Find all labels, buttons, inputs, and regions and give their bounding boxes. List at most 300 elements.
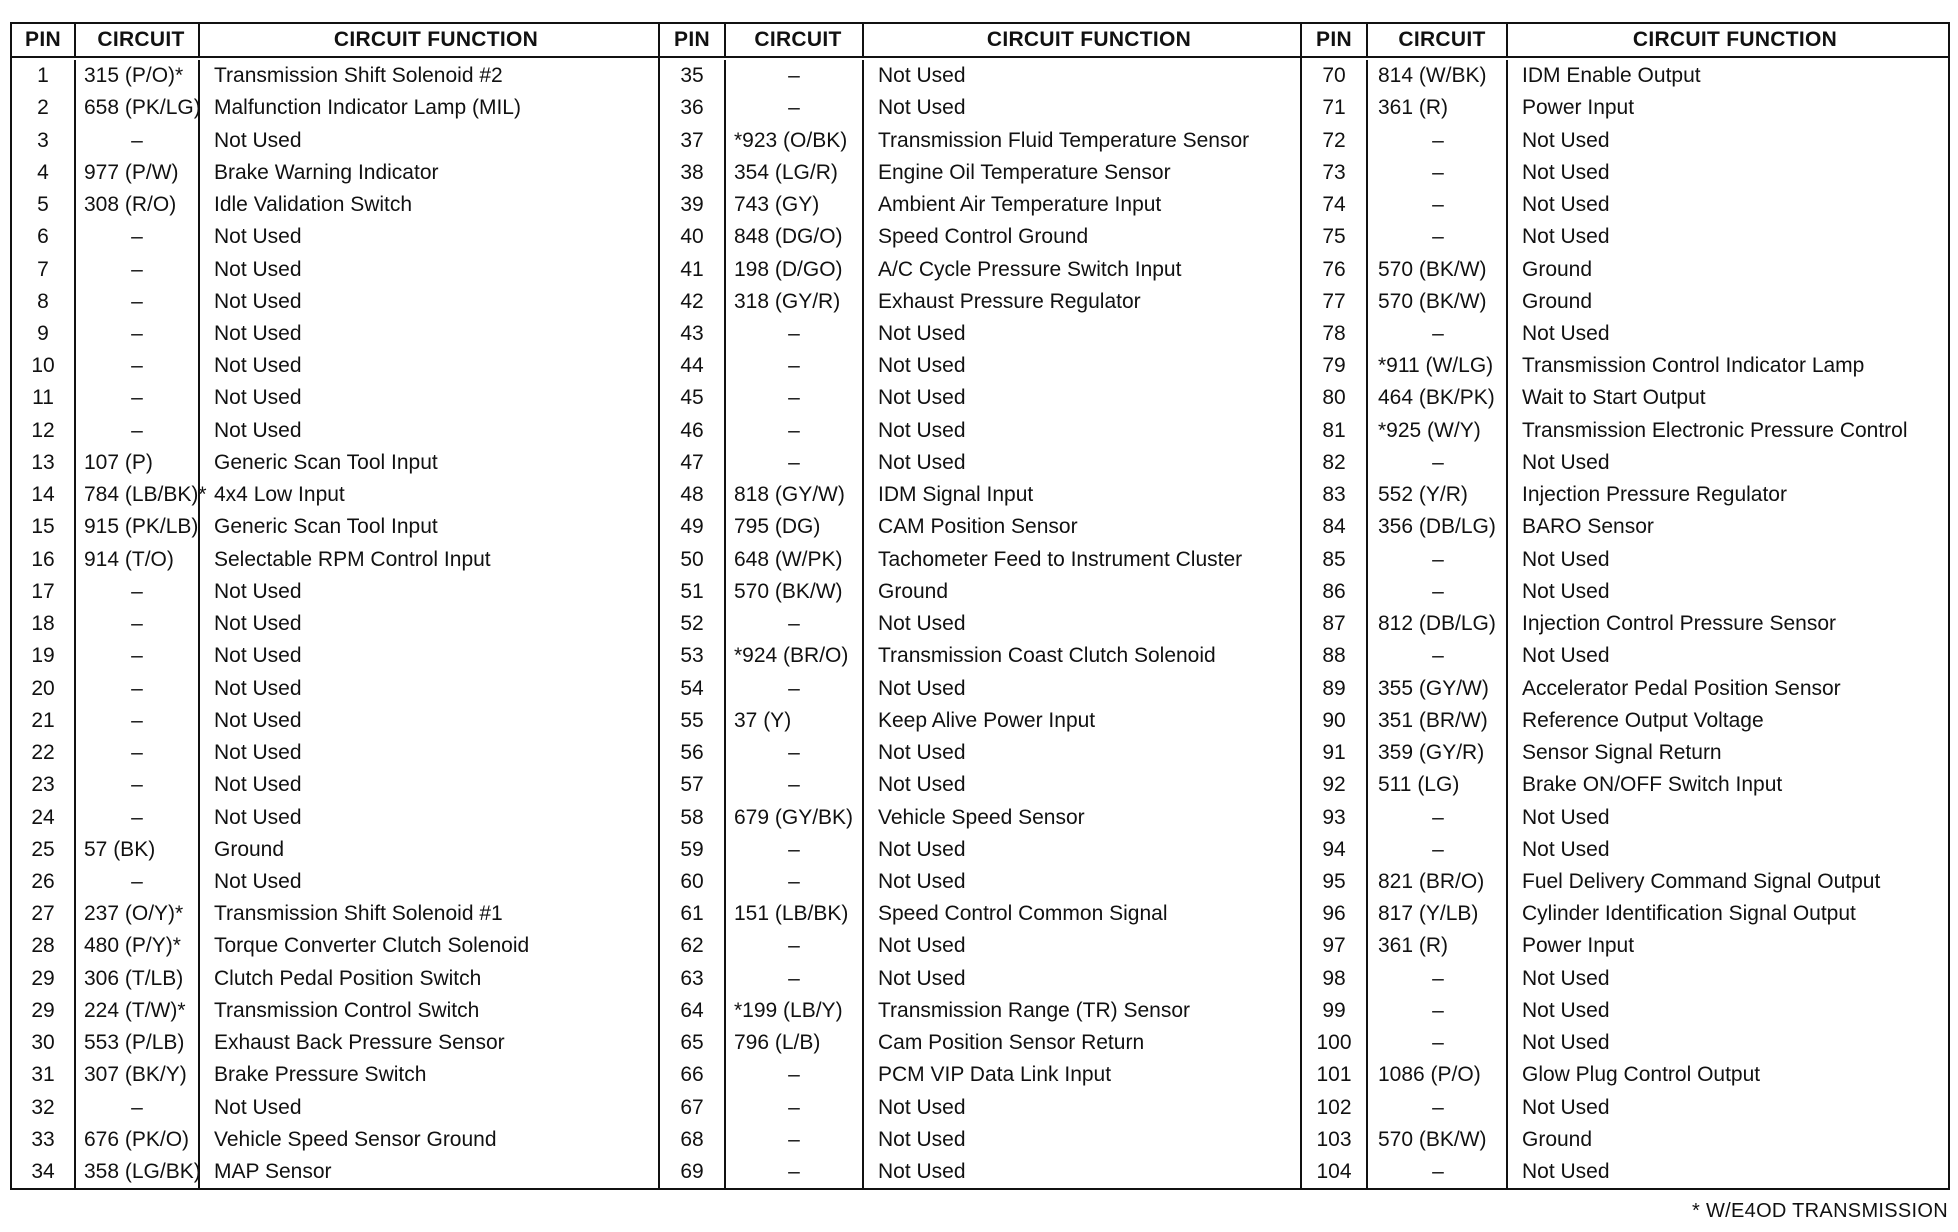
function-cell: Transmission Control Indicator Lamp [1506,350,1948,382]
pin-cell: 85 [1322,547,1346,571]
function-cell: Power Input [1506,930,1948,962]
function-cell: Not Used [198,576,658,608]
pin-cell: 81 [1322,418,1346,442]
pin-cell: 55 [680,708,704,732]
circuit-cell [74,382,198,414]
table-row [1302,479,1948,511]
table-row [660,318,1300,350]
circuit-value: – [131,225,143,249]
function-cell: Reference Output Voltage [1506,705,1948,737]
function-cell: Not Used [862,447,1300,479]
circuit-cell [1366,866,1506,898]
function-cell: Transmission Shift Solenoid #1 [198,898,658,930]
circuit-value: 676 (PK/O) [84,1127,190,1151]
table-row [12,511,658,543]
circuit-cell [724,544,862,576]
circuit-cell [724,898,862,930]
circuit-value: – [788,1095,800,1119]
table-block-1 [12,24,658,1188]
function-cell: Generic Scan Tool Input [198,511,658,543]
header-function: CIRCUIT FUNCTION [198,24,658,56]
function-cell: Engine Oil Temperature Sensor [862,157,1300,189]
circuit-value: 356 (DB/LG) [1378,515,1496,539]
function-cell: Brake Pressure Switch [198,1059,658,1091]
circuit-value: 315 (P/O)* [84,64,184,88]
pin-cell: 5 [37,193,49,217]
function-cell: Not Used [198,221,658,253]
function-cell: IDM Signal Input [862,479,1300,511]
circuit-cell [1366,995,1506,1027]
circuit-value: – [788,354,800,378]
function-cell: Injection Pressure Regulator [1506,479,1948,511]
circuit-cell [724,801,862,833]
table-row [1302,995,1948,1027]
circuit-value: – [131,386,143,410]
table-row [660,801,1300,833]
table-row [12,866,658,898]
pin-cell: 67 [680,1095,704,1119]
pin-cell: 71 [1322,96,1346,120]
circuit-cell [1366,447,1506,479]
table-row [660,672,1300,704]
function-cell: Not Used [862,415,1300,447]
table-row [12,769,658,801]
circuit-value: – [1432,644,1444,668]
circuit-cell [74,737,198,769]
circuit-cell [74,92,201,124]
circuit-cell [724,221,862,253]
pin-cell: 54 [680,676,704,700]
circuit-value: *911 (W/LG) [1378,354,1494,378]
function-cell: Not Used [1506,801,1948,833]
circuit-value: – [1432,579,1444,603]
circuit-value: – [131,128,143,152]
circuit-cell [724,995,862,1027]
table-row [12,1092,658,1124]
pin-cell: 2 [37,96,49,120]
function-cell: Vehicle Speed Sensor [862,801,1300,833]
function-cell: Not Used [862,608,1300,640]
circuit-cell [74,1027,198,1059]
circuit-value: 361 (R) [1378,934,1449,958]
pin-cell: 70 [1322,64,1346,88]
function-cell: Not Used [1506,640,1948,672]
function-cell: Not Used [198,1092,658,1124]
table-row [12,350,658,382]
circuit-value: – [788,450,800,474]
pin-cell: 20 [31,676,55,700]
circuit-cell [724,608,862,640]
header-circuit: CIRCUIT [724,24,862,56]
circuit-cell [724,253,862,285]
function-cell: Clutch Pedal Position Switch [198,963,658,995]
table-row [660,544,1300,576]
pin-cell: 50 [680,547,704,571]
table-row [12,92,658,124]
function-cell: Wait to Start Output [1506,382,1948,414]
table-row [1302,286,1948,318]
function-cell: Accelerator Pedal Position Sensor [1506,672,1948,704]
pin-cell: 40 [680,225,704,249]
function-cell: Not Used [862,930,1300,962]
circuit-cell [74,221,198,253]
circuit-cell [74,769,198,801]
table-row [1302,382,1948,414]
function-cell: Not Used [1506,963,1948,995]
circuit-cell [1366,898,1506,930]
table-row [12,1156,658,1188]
circuit-cell [1366,834,1506,866]
function-cell: Not Used [198,253,658,285]
circuit-cell [1366,350,1506,382]
pin-cell: 24 [31,805,55,829]
pin-cell: 1 [37,64,49,88]
pin-cell: 28 [31,934,55,958]
circuit-value: – [788,934,800,958]
circuit-value: 1086 (P/O) [1378,1063,1481,1087]
pin-cell: 32 [31,1095,55,1119]
circuit-value: – [131,869,143,893]
table-row [12,576,658,608]
function-cell: Not Used [862,672,1300,704]
function-cell: Torque Converter Clutch Solenoid [198,930,658,962]
pin-cell: 95 [1322,869,1346,893]
circuit-cell [724,189,862,221]
table-row [12,801,658,833]
circuit-cell [1366,1059,1506,1091]
circuit-cell [1366,737,1506,769]
table-row [12,898,658,930]
function-cell: Not Used [198,769,658,801]
pin-cell: 39 [680,193,704,217]
pin-cell: 31 [31,1063,55,1087]
function-cell: Not Used [198,608,658,640]
pin-cell: 10 [31,354,55,378]
circuit-cell [724,511,862,543]
function-cell: Not Used [198,737,658,769]
circuit-cell [74,447,198,479]
table-row [1302,157,1948,189]
circuit-cell [724,930,862,962]
pin-cell: 83 [1322,483,1346,507]
pin-cell: 52 [680,612,704,636]
pin-cell: 27 [31,902,55,926]
table-row [12,1124,658,1156]
circuit-cell [1366,382,1506,414]
function-cell: Ambient Air Temperature Input [862,189,1300,221]
pin-cell: 98 [1322,966,1346,990]
table-row [660,1156,1300,1188]
function-cell: Not Used [862,866,1300,898]
pin-cell: 104 [1316,1160,1352,1184]
table-row [12,286,658,318]
circuit-value: – [1432,837,1444,861]
circuit-cell [74,1124,198,1156]
pin-cell: 59 [680,837,704,861]
function-cell: Sensor Signal Return [1506,737,1948,769]
circuit-cell [1366,801,1506,833]
circuit-cell [724,479,862,511]
circuit-cell [74,1059,198,1091]
pin-cell: 78 [1322,321,1346,345]
circuit-cell [724,866,862,898]
pin-cell: 89 [1322,676,1346,700]
pin-cell: 63 [680,966,704,990]
table-row [1302,898,1948,930]
circuit-cell [74,898,198,930]
circuit-value: – [788,321,800,345]
circuit-value: – [131,321,143,345]
circuit-cell [1366,1156,1506,1188]
table-row [660,1027,1300,1059]
pin-cell: 43 [680,321,704,345]
function-cell: Not Used [1506,834,1948,866]
header-circuit: CIRCUIT [1366,24,1506,56]
table-row [1302,1059,1948,1091]
circuit-cell [1366,157,1506,189]
table-row [12,1027,658,1059]
pin-cell: 66 [680,1063,704,1087]
circuit-cell [724,60,862,92]
function-cell: Speed Control Common Signal [862,898,1300,930]
table-row [1302,737,1948,769]
pin-cell: 21 [31,708,55,732]
circuit-value: – [788,96,800,120]
table-row [660,576,1300,608]
pin-cell: 72 [1322,128,1346,152]
pin-cell: 51 [680,579,704,603]
circuit-cell [724,1027,862,1059]
pin-cell: 23 [31,773,55,797]
function-cell: Transmission Electronic Pressure Control [1506,415,1948,447]
function-cell: Not Used [862,834,1300,866]
circuit-cell [724,705,862,737]
pin-cell: 79 [1322,354,1346,378]
circuit-cell [74,705,198,737]
function-cell: Brake ON/OFF Switch Input [1506,769,1948,801]
rows [1302,58,1948,1188]
table-row [12,930,658,962]
circuit-value: 977 (P/W) [84,160,179,184]
pin-cell: 29 [31,998,55,1022]
function-cell: Cam Position Sensor Return [862,1027,1300,1059]
table-row [660,189,1300,221]
pin-cell: 100 [1316,1031,1352,1055]
circuit-value: – [788,1127,800,1151]
table-row [12,608,658,640]
circuit-value: 814 (W/BK) [1378,64,1487,88]
function-cell: Not Used [862,92,1300,124]
function-cell: IDM Enable Output [1506,60,1948,92]
circuit-value: 198 (D/GO) [734,257,843,281]
table-row [1302,672,1948,704]
pin-cell: 29 [31,966,55,990]
pin-cell: 75 [1322,225,1346,249]
circuit-cell [1366,640,1506,672]
circuit-value: – [131,741,143,765]
pin-cell: 56 [680,741,704,765]
circuit-value: 107 (P) [84,450,153,474]
circuit-cell [74,350,198,382]
pin-cell: 82 [1322,450,1346,474]
pin-cell: 25 [31,837,55,861]
circuit-cell [74,672,198,704]
circuit-value: 318 (GY/R) [734,289,841,313]
circuit-cell [724,350,862,382]
circuit-value: 570 (BK/W) [734,579,843,603]
pin-cell: 4 [37,160,49,184]
function-cell: Speed Control Ground [862,221,1300,253]
table-row [12,995,658,1027]
circuit-cell [724,157,862,189]
table-row [1302,350,1948,382]
table-row [660,930,1300,962]
circuit-cell [1366,769,1506,801]
table-row [660,866,1300,898]
table-row [12,189,658,221]
circuit-value: – [131,354,143,378]
pin-cell: 88 [1322,644,1346,668]
circuit-cell [724,1156,862,1188]
circuit-value: 237 (O/Y)* [84,902,184,926]
function-cell: Not Used [862,1124,1300,1156]
pin-cell: 62 [680,934,704,958]
pin-cell: 37 [680,128,704,152]
table-row [660,834,1300,866]
function-cell: Not Used [198,124,658,156]
function-cell: 4x4 Low Input [198,479,658,511]
circuit-cell [724,640,862,672]
pin-cell: 48 [680,483,704,507]
circuit-value: 553 (P/LB) [84,1031,185,1055]
pin-cell: 69 [680,1160,704,1184]
function-cell: Not Used [862,737,1300,769]
function-cell: Ground [1506,253,1948,285]
function-cell: Not Used [198,801,658,833]
table-row [660,479,1300,511]
table-row [660,253,1300,285]
table-row [660,92,1300,124]
function-cell: Tachometer Feed to Instrument Cluster [862,544,1300,576]
circuit-value: – [1432,160,1444,184]
function-cell: Not Used [1506,1027,1948,1059]
circuit-value: – [788,837,800,861]
table-row [12,447,658,479]
table-row [12,672,658,704]
function-cell: Exhaust Pressure Regulator [862,286,1300,318]
circuit-value: 784 (LB/BK)* [84,483,207,507]
table-row [1302,608,1948,640]
circuit-cell [1366,221,1506,253]
pin-cell: 26 [31,869,55,893]
table-row [1302,705,1948,737]
table-row [1302,1092,1948,1124]
table-row [1302,576,1948,608]
header-row [12,24,658,58]
circuit-value: 308 (R/O) [84,193,177,217]
pin-cell: 22 [31,741,55,765]
circuit-cell [74,1092,198,1124]
function-cell: Not Used [1506,576,1948,608]
circuit-cell [724,769,862,801]
table-row [660,60,1300,92]
table-row [12,124,658,156]
function-cell: Not Used [198,640,658,672]
function-cell: Ground [1506,286,1948,318]
circuit-value: – [788,386,800,410]
pin-cell: 46 [680,418,704,442]
table-row [1302,415,1948,447]
circuit-value: 464 (BK/PK) [1378,386,1495,410]
circuit-cell [74,511,198,543]
function-cell: Not Used [198,382,658,414]
table-row [12,415,658,447]
circuit-cell [724,92,862,124]
circuit-value: 359 (GY/R) [1378,741,1485,765]
circuit-value: – [131,805,143,829]
circuit-value: – [788,612,800,636]
circuit-value: 355 (GY/W) [1378,676,1489,700]
footnote: * W/E4OD TRANSMISSION [1692,1200,1948,1222]
circuit-value: – [788,966,800,990]
function-cell: Ground [198,834,658,866]
function-cell: Not Used [1506,1092,1948,1124]
circuit-value: 848 (DG/O) [734,225,843,249]
pin-cell: 11 [32,386,54,410]
function-cell: Vehicle Speed Sensor Ground [198,1124,658,1156]
pin-table [10,22,1950,1190]
circuit-cell [74,189,198,221]
circuit-value: – [1432,450,1444,474]
header-pin: PIN [25,28,61,51]
circuit-cell [74,157,198,189]
circuit-value: 354 (LG/R) [734,160,838,184]
pin-cell: 8 [37,289,49,313]
function-cell: Not Used [1506,124,1948,156]
circuit-value: 511 (LG) [1378,773,1460,797]
table-row [1302,318,1948,350]
circuit-cell [74,930,198,962]
circuit-cell [1366,511,1506,543]
circuit-cell [1366,1092,1506,1124]
table-row [12,479,658,511]
table-row [1302,930,1948,962]
circuit-value: – [788,1063,800,1087]
table-row [12,963,658,995]
function-cell: Not Used [1506,318,1948,350]
circuit-value: – [131,644,143,668]
circuit-cell [74,576,198,608]
function-cell: Malfunction Indicator Lamp (MIL) [198,92,658,124]
table-row [660,221,1300,253]
table-row [12,705,658,737]
table-row [12,1059,658,1091]
circuit-cell [1366,544,1506,576]
circuit-value: *199 (LB/Y) [734,998,843,1022]
circuit-value: 914 (T/O) [84,547,174,571]
function-cell: Transmission Coast Clutch Solenoid [862,640,1300,672]
function-cell: Not Used [862,350,1300,382]
function-cell: Not Used [1506,221,1948,253]
pin-cell: 44 [680,354,704,378]
function-cell: Not Used [198,318,658,350]
pin-cell: 19 [31,644,55,668]
circuit-value: – [131,418,143,442]
circuit-value: 570 (BK/W) [1378,289,1487,313]
circuit-value: 570 (BK/W) [1378,1127,1487,1151]
pin-cell: 86 [1322,579,1346,603]
table-row [660,157,1300,189]
